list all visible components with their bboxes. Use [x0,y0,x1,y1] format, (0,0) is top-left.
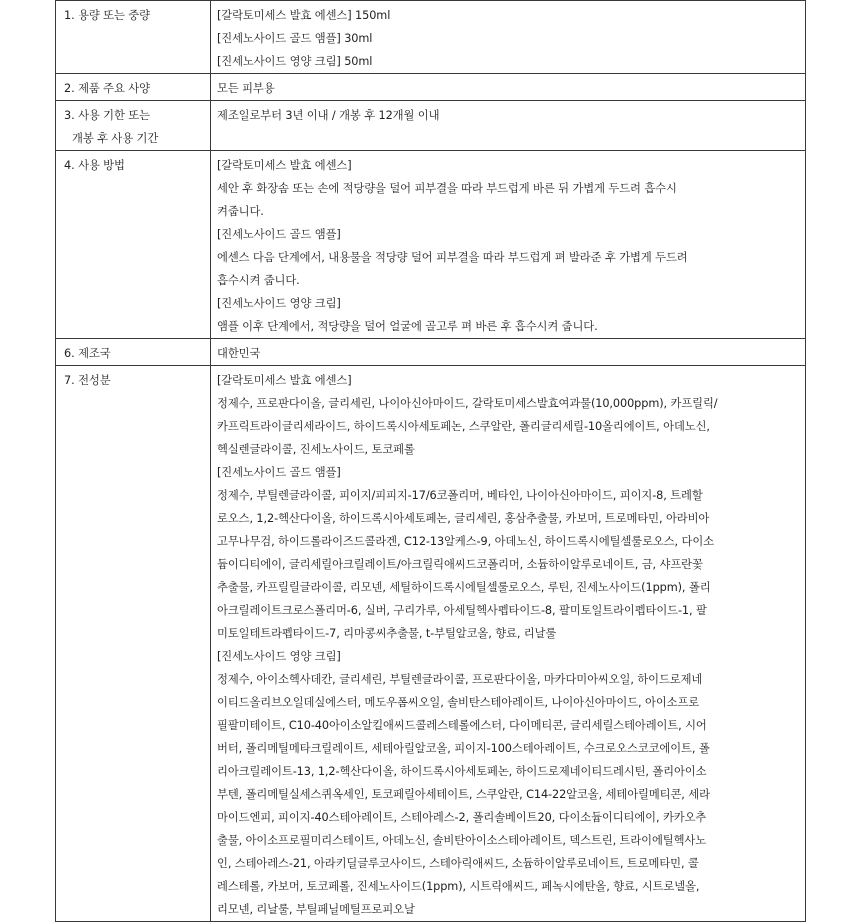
row-value-line: [진세노사이드 골드 앰플] 30ml [217,32,373,45]
row-label [56,151,211,339]
row-value [211,366,806,922]
usage-row [56,151,806,339]
row-value [211,339,806,366]
row-label [56,1,211,74]
row-value-line: 인, 스테아레스-21, 아라키딜글루코사이드, 스테아릭애씨드, 소듐하이알루로네이트, 트로메타민, 콜 [217,857,699,870]
row-label-line: 7. 전성분 [64,374,111,387]
row-value-line: [진세노사이드 골드 앰플] [217,228,341,241]
row-label [56,339,211,366]
row-value-line: 정제수, 프로판다이올, 글리세린, 나이아신아마이드, 갈락토미세스발효여과물(10,000ppm), 카프릴릭/ [217,397,718,410]
spec-row [56,74,806,101]
row-value-line: 출물, 아이소프로필미리스테이트, 아데노신, 솔비탄아이소스테아레이트, 덱스트린, 트라이에틸헥사노 [217,834,707,847]
row-value [211,1,806,74]
expiry-row [56,101,806,151]
row-value-line: 카프릭트라이글리세라이드, 하이드록시아세토페논, 스쿠알란, 폴리글리세릴-10올리에이트, 아데노신, [217,420,710,433]
row-value-line: 앰플 이후 단계에서, 적당량을 덜어 얼굴에 골고루 펴 바른 후 흡수시켜 줍니다. [217,320,598,333]
row-value-line: 고무나무검, 하이드롤라이즈드콜라겐, C12-13알케스-9, 아데노신, 하이드록시에틸셀룰로오스, 다이소 [217,535,714,548]
row-label-line: 3. 사용 기한 또는 [64,109,150,122]
row-value [211,74,806,101]
row-value [211,151,806,339]
row-value-line: 흡수시켜 줍니다. [217,274,300,287]
capacity-row [56,1,806,74]
row-label-line: 4. 사용 방법 [64,159,125,172]
row-value-line: [진세노사이드 영양 크림] [217,297,341,310]
row-value-line: 로오스, 1,2-헥산다이올, 하이드록시아세토페논, 글리세린, 홍삼추출물, 카보머, 트로메타민, 아라비아 [217,512,710,525]
row-value-line: [갈락토미세스 발효 에센스] [217,374,352,387]
row-value-line: 미토일테트라펩타이드-7, 리마콩씨추출물, t-부틸알코올, 향료, 리날룰 [217,627,557,640]
row-value-line: [갈락토미세스 발효 에센스] [217,159,352,172]
row-value-line: 추출물, 카프릴릴글라이콜, 리모넨, 세틸하이드록시에틸셀룰로오스, 루틴, 진세노사이드(1ppm), 폴리 [217,581,711,594]
row-value-line: 필팔미테이트, C10-40아이소알킬애씨드콜레스테롤에스터, 다이메티콘, 글리세릴스테아레이트, 시어 [217,719,707,732]
row-value-line: 정제수, 아이소헥사데칸, 글리세린, 부틸렌글라이콜, 프로판다이올, 마카다미아씨오일, 하이드로제네 [217,673,703,686]
row-value-line: 제조일로부터 3년 이내 / 개봉 후 12개월 이내 [217,109,440,122]
row-value-line: 모든 피부용 [217,82,275,95]
row-value-line: 정제수, 부틸렌글라이콜, 피이지/피피지-17/6코폴리머, 베타인, 나이아신아마이드, 피이지-8, 트레할 [217,489,703,502]
row-value-line: 이티드올리브오일데실에스터, 메도우폼씨오일, 솔비탄스테아레이트, 나이아신아마이드, 아이소프로 [217,696,700,709]
row-value-line: 리모넨, 리날룰, 부틸페닐메틸프로피오날 [217,903,415,916]
row-label [56,74,211,101]
row-value-line: 켜줍니다. [217,205,264,218]
row-value-line: 세안 후 화장솜 또는 손에 적당량을 덜어 피부결을 따라 부드럽게 바른 뒤 가볍게 두드려 흡수시 [217,182,677,195]
row-value-line: 레스테롤, 카보머, 토코페롤, 진세노사이드(1ppm), 시트릭애씨드, 페녹시에탄올, 향료, 시트로넬올, [217,880,700,893]
row-value-line: 에센스 다음 단계에서, 내용물을 적당량 덜어 피부결을 따라 부드럽게 펴 발라준 후 가볍게 두드려 [217,251,688,264]
row-label-line: 6. 제조국 [64,347,111,360]
row-value-line: 버터, 폴리메틸메타크릴레이트, 세테아릴알코올, 피이지-100스테아레이트, 수크로오스코코에이트, 폴 [217,742,710,755]
row-label-line: 2. 제품 주요 사양 [64,82,150,95]
row-value-line: [진세노사이드 골드 앰플] [217,466,341,479]
origin-row [56,339,806,366]
row-value-line: 대한민국 [217,347,261,360]
row-label-line: 1. 용량 또는 중량 [64,9,150,22]
row-label [56,366,211,922]
row-value [211,101,806,151]
row-label [56,101,211,151]
row-label-line: 개봉 후 사용 기간 [72,132,159,145]
row-value-line: 헥실렌글라이콜, 진세노사이드, 토코페롤 [217,443,415,456]
product-info-table [55,0,806,922]
row-value-line: 마이드엔피, 피이지-40스테아레이트, 스테아레스-2, 폴리솔베이트20, 다이소듐이디티에이, 카카오추 [217,811,707,824]
row-value-line: 리아크릴레이트-13, 1,2-헥산다이올, 하이드록시아세토페논, 하이드로제네이티드레시틴, 폴리아이소 [217,765,707,778]
row-value-line: [진세노사이드 영양 크림] [217,650,341,663]
row-value-line: [진세노사이드 영양 크림] 50ml [217,55,373,68]
row-value-line: [갈락토미세스 발효 에센스] 150ml [217,9,391,22]
row-value-line: 듐이디티에이, 글리세릴아크릴레이트/아크릴릭애씨드코폴리머, 소듐하이알루로네이트, 금, 샤프란꽃 [217,558,703,571]
row-value-line: 부텐, 폴리메틸실세스퀴옥세인, 토코페릴아세테이트, 스쿠알란, C14-22알코올, 세테아릴메티콘, 세라 [217,788,710,801]
ingredients-row [56,366,806,922]
row-value-line: 아크릴레이트크로스폴리머-6, 실버, 구리가루, 아세틸헥사펩타이드-8, 팔미토일트라이펩타이드-1, 팔 [217,604,707,617]
